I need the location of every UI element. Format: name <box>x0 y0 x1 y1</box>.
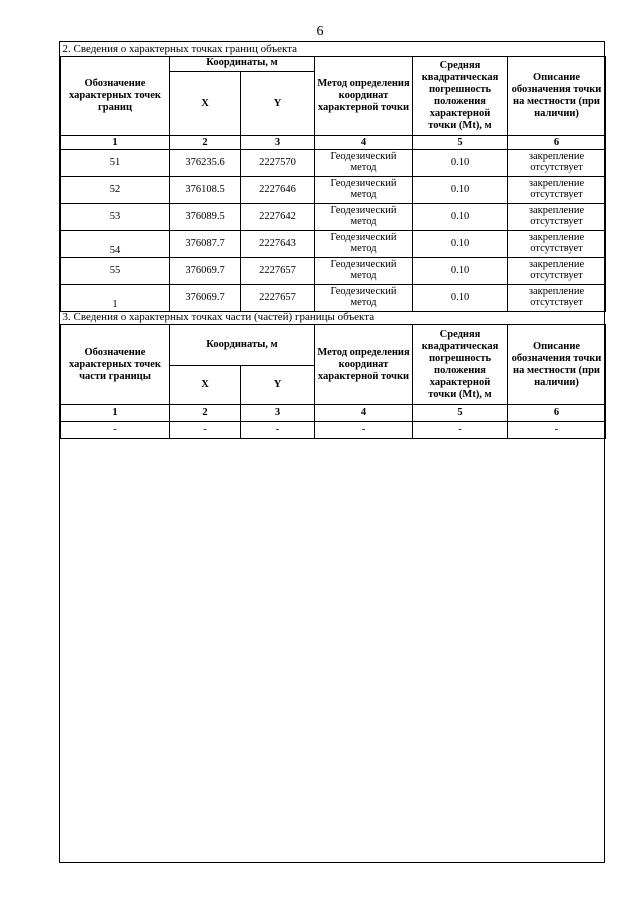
header-x: X <box>170 72 241 136</box>
table-row <box>61 422 606 439</box>
table-row <box>61 177 606 204</box>
header-method: Метод определения координат характерной точки <box>315 325 413 405</box>
coord-x: 376069.7 <box>170 258 241 285</box>
error: 0.10 <box>413 204 508 231</box>
table-row <box>61 150 606 177</box>
col-number-5: 5 <box>413 405 508 422</box>
point-id: 55 <box>61 258 170 285</box>
header-description: Описание обозначения точки на местности (при наличии) <box>508 325 606 405</box>
coord-y: 2227570 <box>241 150 315 177</box>
method: Геодезический метод <box>315 231 413 258</box>
method: Геодезический метод <box>315 204 413 231</box>
header-designation: Обозначение характерных точек границ <box>61 57 170 136</box>
header-coordinates: Координаты, м <box>170 57 315 72</box>
point-id: 54 <box>61 231 170 258</box>
header-designation: Обозначение характерных точек части границы <box>61 325 170 405</box>
header-x: X <box>170 366 241 405</box>
col-number-2: 2 <box>170 405 241 422</box>
point-id: 51 <box>61 150 170 177</box>
coord-y: 2227643 <box>241 231 315 258</box>
error: 0.10 <box>413 150 508 177</box>
col-number-5: 5 <box>413 136 508 150</box>
boundary-points-table <box>60 42 606 312</box>
method: Геодезический метод <box>315 150 413 177</box>
method: Геодезический метод <box>315 285 413 312</box>
header-method: Метод определения координат характерной точки <box>315 57 413 136</box>
coord-y: 2227642 <box>241 204 315 231</box>
coord-y: 2227646 <box>241 177 315 204</box>
method: Геодезический метод <box>315 177 413 204</box>
page-number: 6 <box>316 24 324 39</box>
coord-y: - <box>241 422 315 439</box>
description: закрепление отсутствует <box>508 204 606 231</box>
col-number-4: 4 <box>315 136 413 150</box>
section-2-title: 2. Сведения о характерных точках границ объекта <box>61 42 606 57</box>
header-y: Y <box>241 72 315 136</box>
error: 0.10 <box>413 285 508 312</box>
description: закрепление отсутствует <box>508 231 606 258</box>
col-number-4: 4 <box>315 405 413 422</box>
header-description: Описание обозначения точки на местности (при наличии) <box>508 57 606 136</box>
coord-x: 376235.6 <box>170 150 241 177</box>
description: - <box>508 422 606 439</box>
description: закрепление отсутствует <box>508 285 606 312</box>
coord-x: 376108.5 <box>170 177 241 204</box>
coord-x: 376087.7 <box>170 231 241 258</box>
method: - <box>315 422 413 439</box>
error: 0.10 <box>413 258 508 285</box>
col-number-3: 3 <box>241 136 315 150</box>
description: закрепление отсутствует <box>508 150 606 177</box>
description: закрепление отсутствует <box>508 177 606 204</box>
table-row <box>61 285 606 312</box>
point-id: - <box>61 422 170 439</box>
header-error: Средняя квадратическая погрешность положения характерной точки (Mt), м <box>413 57 508 136</box>
col-number-1: 1 <box>61 405 170 422</box>
error: 0.10 <box>413 231 508 258</box>
point-id: 53 <box>61 204 170 231</box>
section-3-title: 3. Сведения о характерных точках части (частей) границы объекта <box>61 310 606 325</box>
col-number-6: 6 <box>508 405 606 422</box>
coord-y: 2227657 <box>241 258 315 285</box>
header-y: Y <box>241 366 315 405</box>
error: 0.10 <box>413 177 508 204</box>
error: - <box>413 422 508 439</box>
col-number-3: 3 <box>241 405 315 422</box>
col-number-2: 2 <box>170 136 241 150</box>
header-coordinates: Координаты, м <box>170 325 315 366</box>
point-id: 1 <box>61 285 170 312</box>
point-id: 52 <box>61 177 170 204</box>
table-row <box>61 258 606 285</box>
col-number-6: 6 <box>508 136 606 150</box>
method: Геодезический метод <box>315 258 413 285</box>
boundary-part-points-table <box>60 310 606 439</box>
coord-y: 2227657 <box>241 285 315 312</box>
coord-x: 376089.5 <box>170 204 241 231</box>
coord-x: - <box>170 422 241 439</box>
document-frame <box>59 41 605 863</box>
table-row <box>61 204 606 231</box>
description: закрепление отсутствует <box>508 258 606 285</box>
table-row <box>61 231 606 258</box>
col-number-1: 1 <box>61 136 170 150</box>
header-error: Средняя квадратическая погрешность положения характерной точки (Mt), м <box>413 325 508 405</box>
coord-x: 376069.7 <box>170 285 241 312</box>
